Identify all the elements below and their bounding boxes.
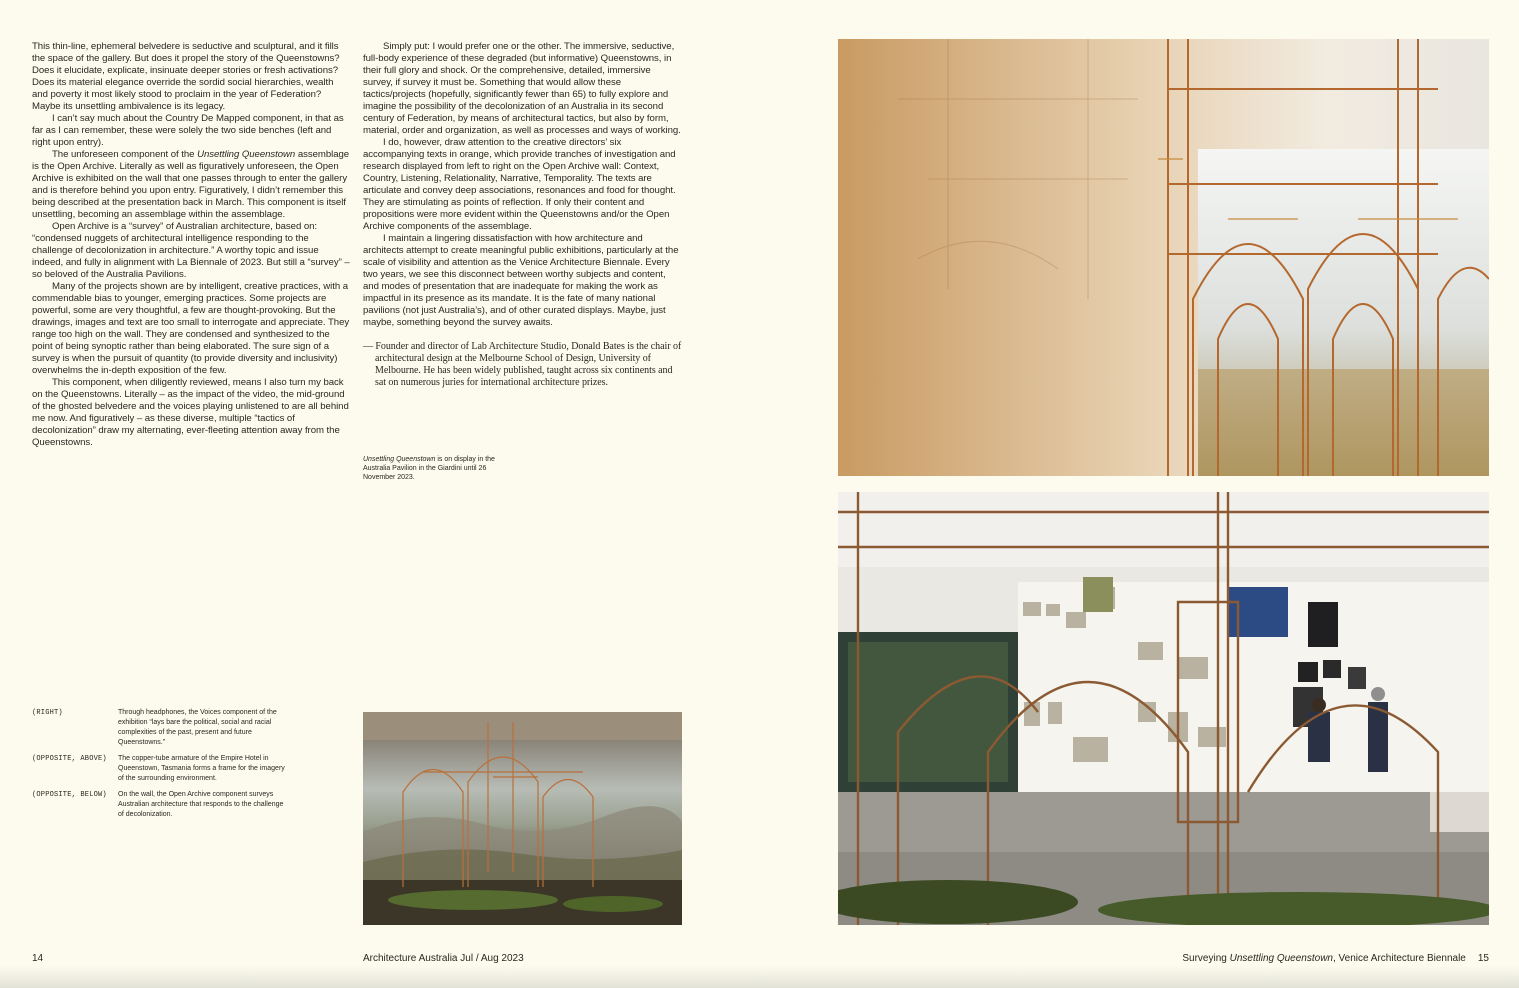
paragraph: I can’t say much about the Country De Mapped component, in that as far as I can remember, these were solely the two side benches (left and right upon entry).	[32, 113, 344, 148]
caption-right	[32, 708, 292, 748]
running-header: Surveying Unsettling Queenstown, Venice Architecture Biennale 15	[1182, 953, 1489, 964]
paragraph: Open Archive is a “survey” of Australian architecture, based on: “condensed nuggets of architectural intelligence responding to the challenge of decolonization in architecture.” A worthy topic and issue indeed, and fully in alignment with La Biennale of 2023. But still a “survey” – so beloved of the Australia Pavilions.	[32, 221, 350, 280]
caption-tag: (OPPOSITE, ABOVE)	[32, 755, 107, 763]
caption-tag: (OPPOSITE, BELOW)	[32, 791, 107, 799]
paragraph: I do, however, draw attention to the creative directors’ six accompanying texts in orange, which provide tranches of investigation and research displayed from left to right on the Open Archive wall: Context, Country, Listening, Relationality, Narrative, Temporality. The texts are articulate and convey deep associations, resonances and food for thought. They are stimulating as points of reflection. If only their content and propositions were more evident within the Queenstowns and/or the Open Archive components of the assemblage.	[363, 137, 676, 232]
article-column-left	[32, 41, 350, 449]
photo-open-archive-wall	[838, 492, 1489, 925]
photo-copper-armature	[838, 39, 1489, 476]
author-bio: — Founder and director of Lab Architecture Studio, Donald Bates is the chair of architectural design at the Melbourne School of Design, University of Melbourne. He has been widely published, taught across six continents and sat on numerous juries for international architecture prizes.	[363, 341, 682, 388]
paragraph: I maintain a lingering dissatisfaction with how architecture and architects attempt to create meaningful public exhibitions, particularly at the scale of visibility and attention as the Venice Architecture Biennale. Every two years, we see this disconnect between worthy subjects and content, and modes of presentation that are inadequate for making the work as impactful in its presence as its mandate. It is the fate of many national pavilions (not just Australia’s), and of other curated displays. Maybe, just maybe, something beyond the survey awaits.	[363, 233, 679, 328]
caption-tag: (RIGHT)	[32, 709, 63, 717]
photo-voices-installation	[363, 712, 682, 925]
exhibition-title: Unsettling Queenstown	[197, 149, 296, 160]
paragraph: The unforeseen component of the Unsettling Queenstown assemblage is the Open Archive. Literally as well as figuratively unforeseen, the Open Archive is exhibited on the wall that one passes through to enter the gallery and is therefore behind you upon entry. Figuratively, I didn’t remember this being described at the presentation back in March. This component is itself unsettling, becoming an assemblage within the assemblage.	[32, 149, 350, 220]
page-shadow	[0, 966, 1519, 988]
article-column-middle	[363, 41, 683, 389]
page-number-left: 14	[32, 953, 44, 964]
caption-opposite-below	[32, 790, 292, 820]
paragraph: Many of the projects shown are by intelligent, creative practices, with a commendable bias to younger, emerging practices. Some projects are powerful, some are very thoughtful, a few are thought-provoking. But the drawings, images and text are too small to interrogate and appreciate. They range too high on the wall. They are condensed and synthesized to the point of being synoptic rather than being elaborated. The sure sign of a survey is when the pursuit of quantity (to provide diversity and inclusivity) overwhelms the in-depth exposition of the few.	[32, 281, 350, 376]
caption-text: On the wall, the Open Archive component surveys Australian architecture that responds to the challenge of decolonization.	[118, 791, 284, 818]
page-number-right: 15	[1477, 953, 1489, 964]
display-note: Unsettling Queenstown is on display in the Australia Pavilion in the Giardini until 26 November 2023.	[363, 456, 495, 481]
paragraph: This component, when diligently reviewed, means I also turn my back on the Queenstowns. Literally – as the impact of the video, the mid-ground of the ghosted belvedere and the voices playing unlistened to are all behind me now. And figuratively – as these diverse, multiple “tactics of decolonization” draw my alternating, ever-fleeting attention away from the Queenstowns.	[32, 377, 349, 448]
magazine-title: Architecture Australia Jul / Aug 2023	[363, 953, 524, 964]
caption-text: Through headphones, the Voices component of the exhibition “lays bare the political, social and racial complexities of the past, present and future Queenstowns.”	[118, 709, 277, 746]
caption-opposite-above	[32, 754, 292, 784]
paragraph: Simply put: I would prefer one or the other. The immersive, seductive, full-body experience of these degraded (but informative) Queenstowns, in their full glory and shock. Or the comprehensive, detailed, immersive survey, if survey it must be. Something that would allow these tactics/projects (hopefully, significantly fewer than 65) to fully explore and imagine the possibility of the decolonization of an Australia in its second century of Federation, by means of architectural tactics, but also by form, material, order and organization, as well as processes and ways of working.	[363, 41, 681, 136]
paragraph: This thin-line, ephemeral belvedere is seductive and sculptural, and it fills the space of the gallery. But does it propel the story of the Queenstowns? Does it elucidate, explicate, insinuate deeper stories or fresh activations? Does its material elegance override the sordid social hierarchies, wealth and poverty it most likely stood to proclaim in the year of Federation? Maybe its unsettling ambivalence is its legacy.	[32, 41, 340, 112]
caption-text: The copper-tube armature of the Empire Hotel in Queenstown, Tasmania forms a frame for the imagery of the surrounding environment.	[118, 755, 285, 782]
photo-captions	[32, 708, 292, 826]
